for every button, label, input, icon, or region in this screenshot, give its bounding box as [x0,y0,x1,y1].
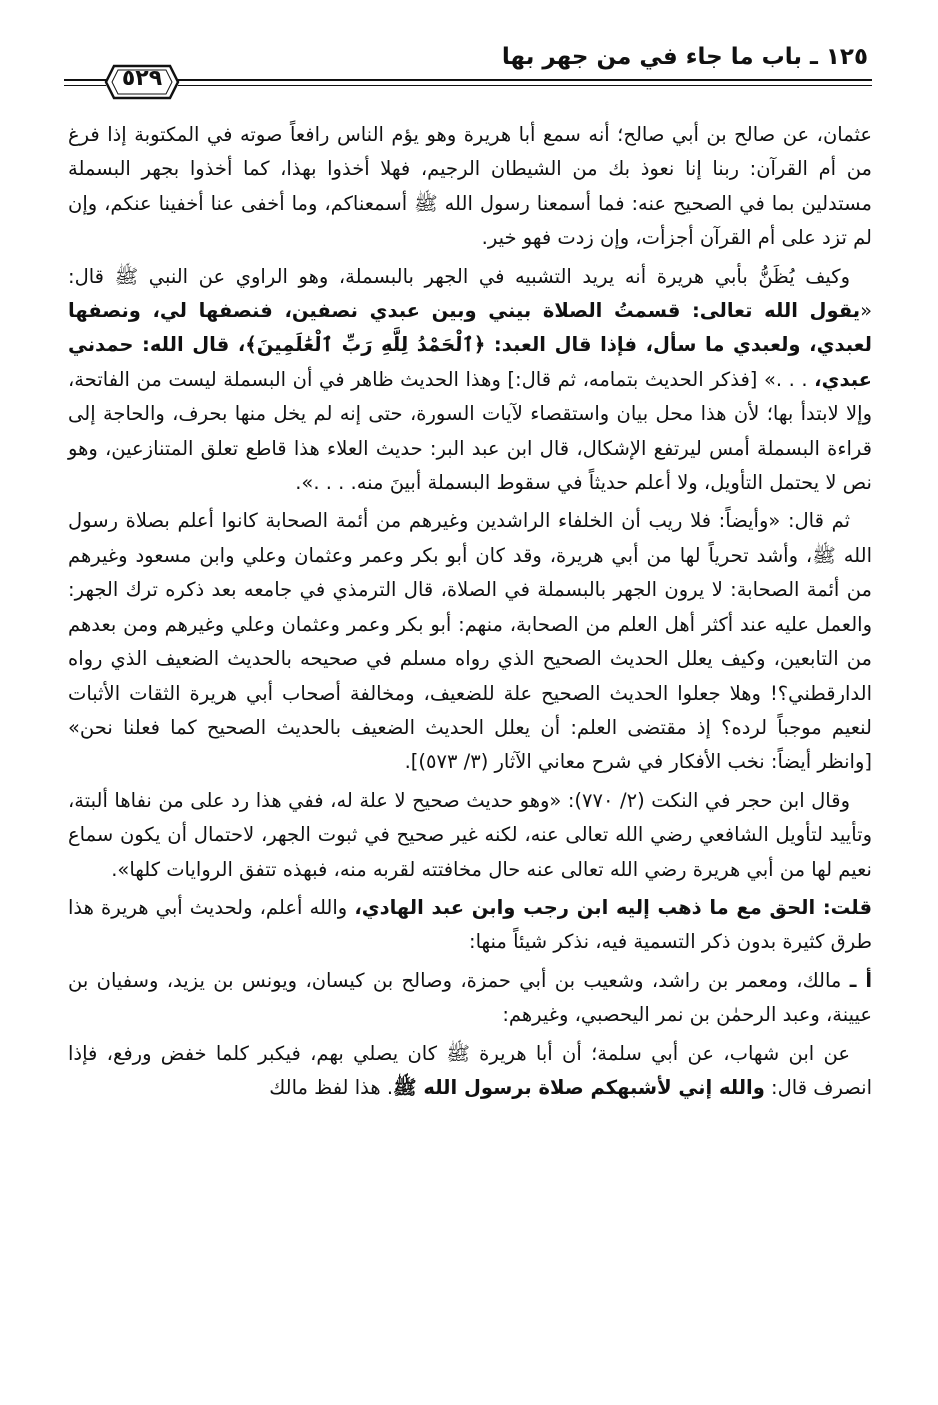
text-segment: مالك، ومعمر بن راشد، وشعيب بن أبي حمزة، وصالح بن كيسان، ويونس بن يزيد، وسفيان بن عيينة، وعبد الرحمٰن بن نمر اليحصبي، وغيرهم: [68,968,872,1027]
paragraph [68,1037,872,1106]
header-rule-left [64,79,106,81]
header-rule [178,79,872,81]
bold-text-segment: يقول الله تعالى: قسمتُ الصلاة بيني وبين عبدي نصفين، فنصفها لي، ونصفها لعبدي، ولعبدي ما سأل، فإذا قال العبد: ﴿ٱلْحَمْدُ لِلَّهِ رَبِّ ٱلْعَٰلَمِينَ﴾، قال الله: حمدني عبدي، [68,299,872,391]
text-segment: ثم قال: «وأيضاً: فلا ريب أن الخلفاء الراشدين وغيرهم من أئمة الصحابة كانوا أعلم بصلاة رسول الله ﷺ، وأشد تحرياً لها من أبي هريرة، وقد كان أبو بكر وعمر وعثمان وعلي وابن مسعود وغيرهم من أئمة الصحابة: لا يرون الجهر بالبسملة في الصلاة، قال الترمذي في جامعه بعد ذكره ترك الجهر: والعمل عليه عند أكثر أهل العلم من الصحابة، منهم: أبو بكر وعمر وعثمان وعلي وغيرهم ومن بعدهم من التابعين، وكيف يعلل الحديث الصحيح الذي رواه مسلم في صحيحه بالحديث الضعيف الذي رواه الدارقطني؟! وهلا جعلوا الحديث الصحيح علة للضعيف، ومخالفة أصحاب أبي هريرة الثقات الأثبات لنعيم موجباً لرده؟ إذ مقتضى العلم: أن يعلل الحديث الضعيف بالحديث الصحيح كما فعلنا نحن» [وانظر أيضاً: نخب الأفكار في شرح معاني الآثار (٣/ ٥٧٣)]. [68,509,872,774]
text-segment: عثمان، عن صالح بن أبي صالح؛ أنه سمع أبا هريرة وهو يؤم الناس رافعاً صوته في المكتوبة إذا فرغ من أم القرآن: ربنا إنا نعوذ بك من الشيطان الرجيم، فهلا أخذوا بهذا، كما أخذوا بجهر البسملة مستدلين بما في الصحيح عنه: فما أسمعنا رسول الله ﷺ أسمعناكم، وما أخفى عنا أخفينا عنكم، وإن لم تزد على أم القرآن أجزأت، وإن زدت فهو خير. [68,123,872,250]
text-segment: عن ابن شهاب، عن أبي سلمة؛ أن أبا هريرة ﷺ كان يصلي بهم، فيكبر كلما خفض ورفع، فإذا انصرف قال: [68,1041,872,1099]
header-rule-left-thin [64,85,106,86]
paragraph [68,260,872,501]
text-segment: . هذا لفظ مالك [269,1075,394,1099]
text-segment: وكيف يُظَنُّ بأبي هريرة أنه يريد التشبيه في الجهر بالبسملة، وهو الراوي عن النبي ﷺ قال: « [68,264,872,323]
paragraph [68,504,872,779]
body-text [68,118,872,1109]
running-title: ١٢٥ ـ باب ما جاء في من جهر بها [501,44,868,70]
paragraph [68,784,872,887]
text-segment: والله أعلم، ولحديث أبي هريرة هذا طرق كثيرة بدون ذكر التسمية فيه، نذكر شيئاً منها: [68,895,872,954]
bold-text-segment: والله إني لأشبهكم صلاة برسول الله ﷺ [393,1075,765,1099]
page-number: ٥٢٩ [121,66,163,91]
header-rule-thin [178,85,872,86]
paragraph [68,118,872,256]
text-segment: وقال ابن حجر في النكت (٢/ ٧٧٠): «وهو حديث صحيح لا علة له، ففي هذا رد على من نفاها ألبتة، وتأييد لتأويل الشافعي رضي الله تعالى عنه، لكنه غير صحيح في ثبوت الجهر، لاحتمال أن يكون سماع نعيم لها من أبي هريرة رضي الله تعالى عنه حال مخافتته لقربه منه، فبهذه تتفق الروايات كلها». [68,788,872,881]
page-header [64,36,872,100]
paragraph [68,964,872,1033]
text-segment: . . .» [فذكر الحديث بتمامه، ثم قال:] وهذا الحديث ظاهر في أن البسملة ليست من الفاتحة، وإلا لابتدأ بها؛ لأن هذا محل بيان واستقصاء لآيات السورة، حتى إنه لم يخل منها بحرف، والحاجة إلى قراءة البسملة أمس ليرتفع الإشكال، قال ابن عبد البر: حديث العلاء هذا قاطع تعلق المتنازعين، وهو نص لا يحتمل التأويل، ولا أعلم حديثاً في سقوط البسملة أبينَ منه. . . .». [68,367,872,495]
bold-text-segment: أ ـ [849,968,872,992]
bold-text-segment: قلت: الحق مع ما ذهب إليه ابن رجب وابن عبد الهادي، [354,895,872,919]
paragraph [68,891,872,960]
